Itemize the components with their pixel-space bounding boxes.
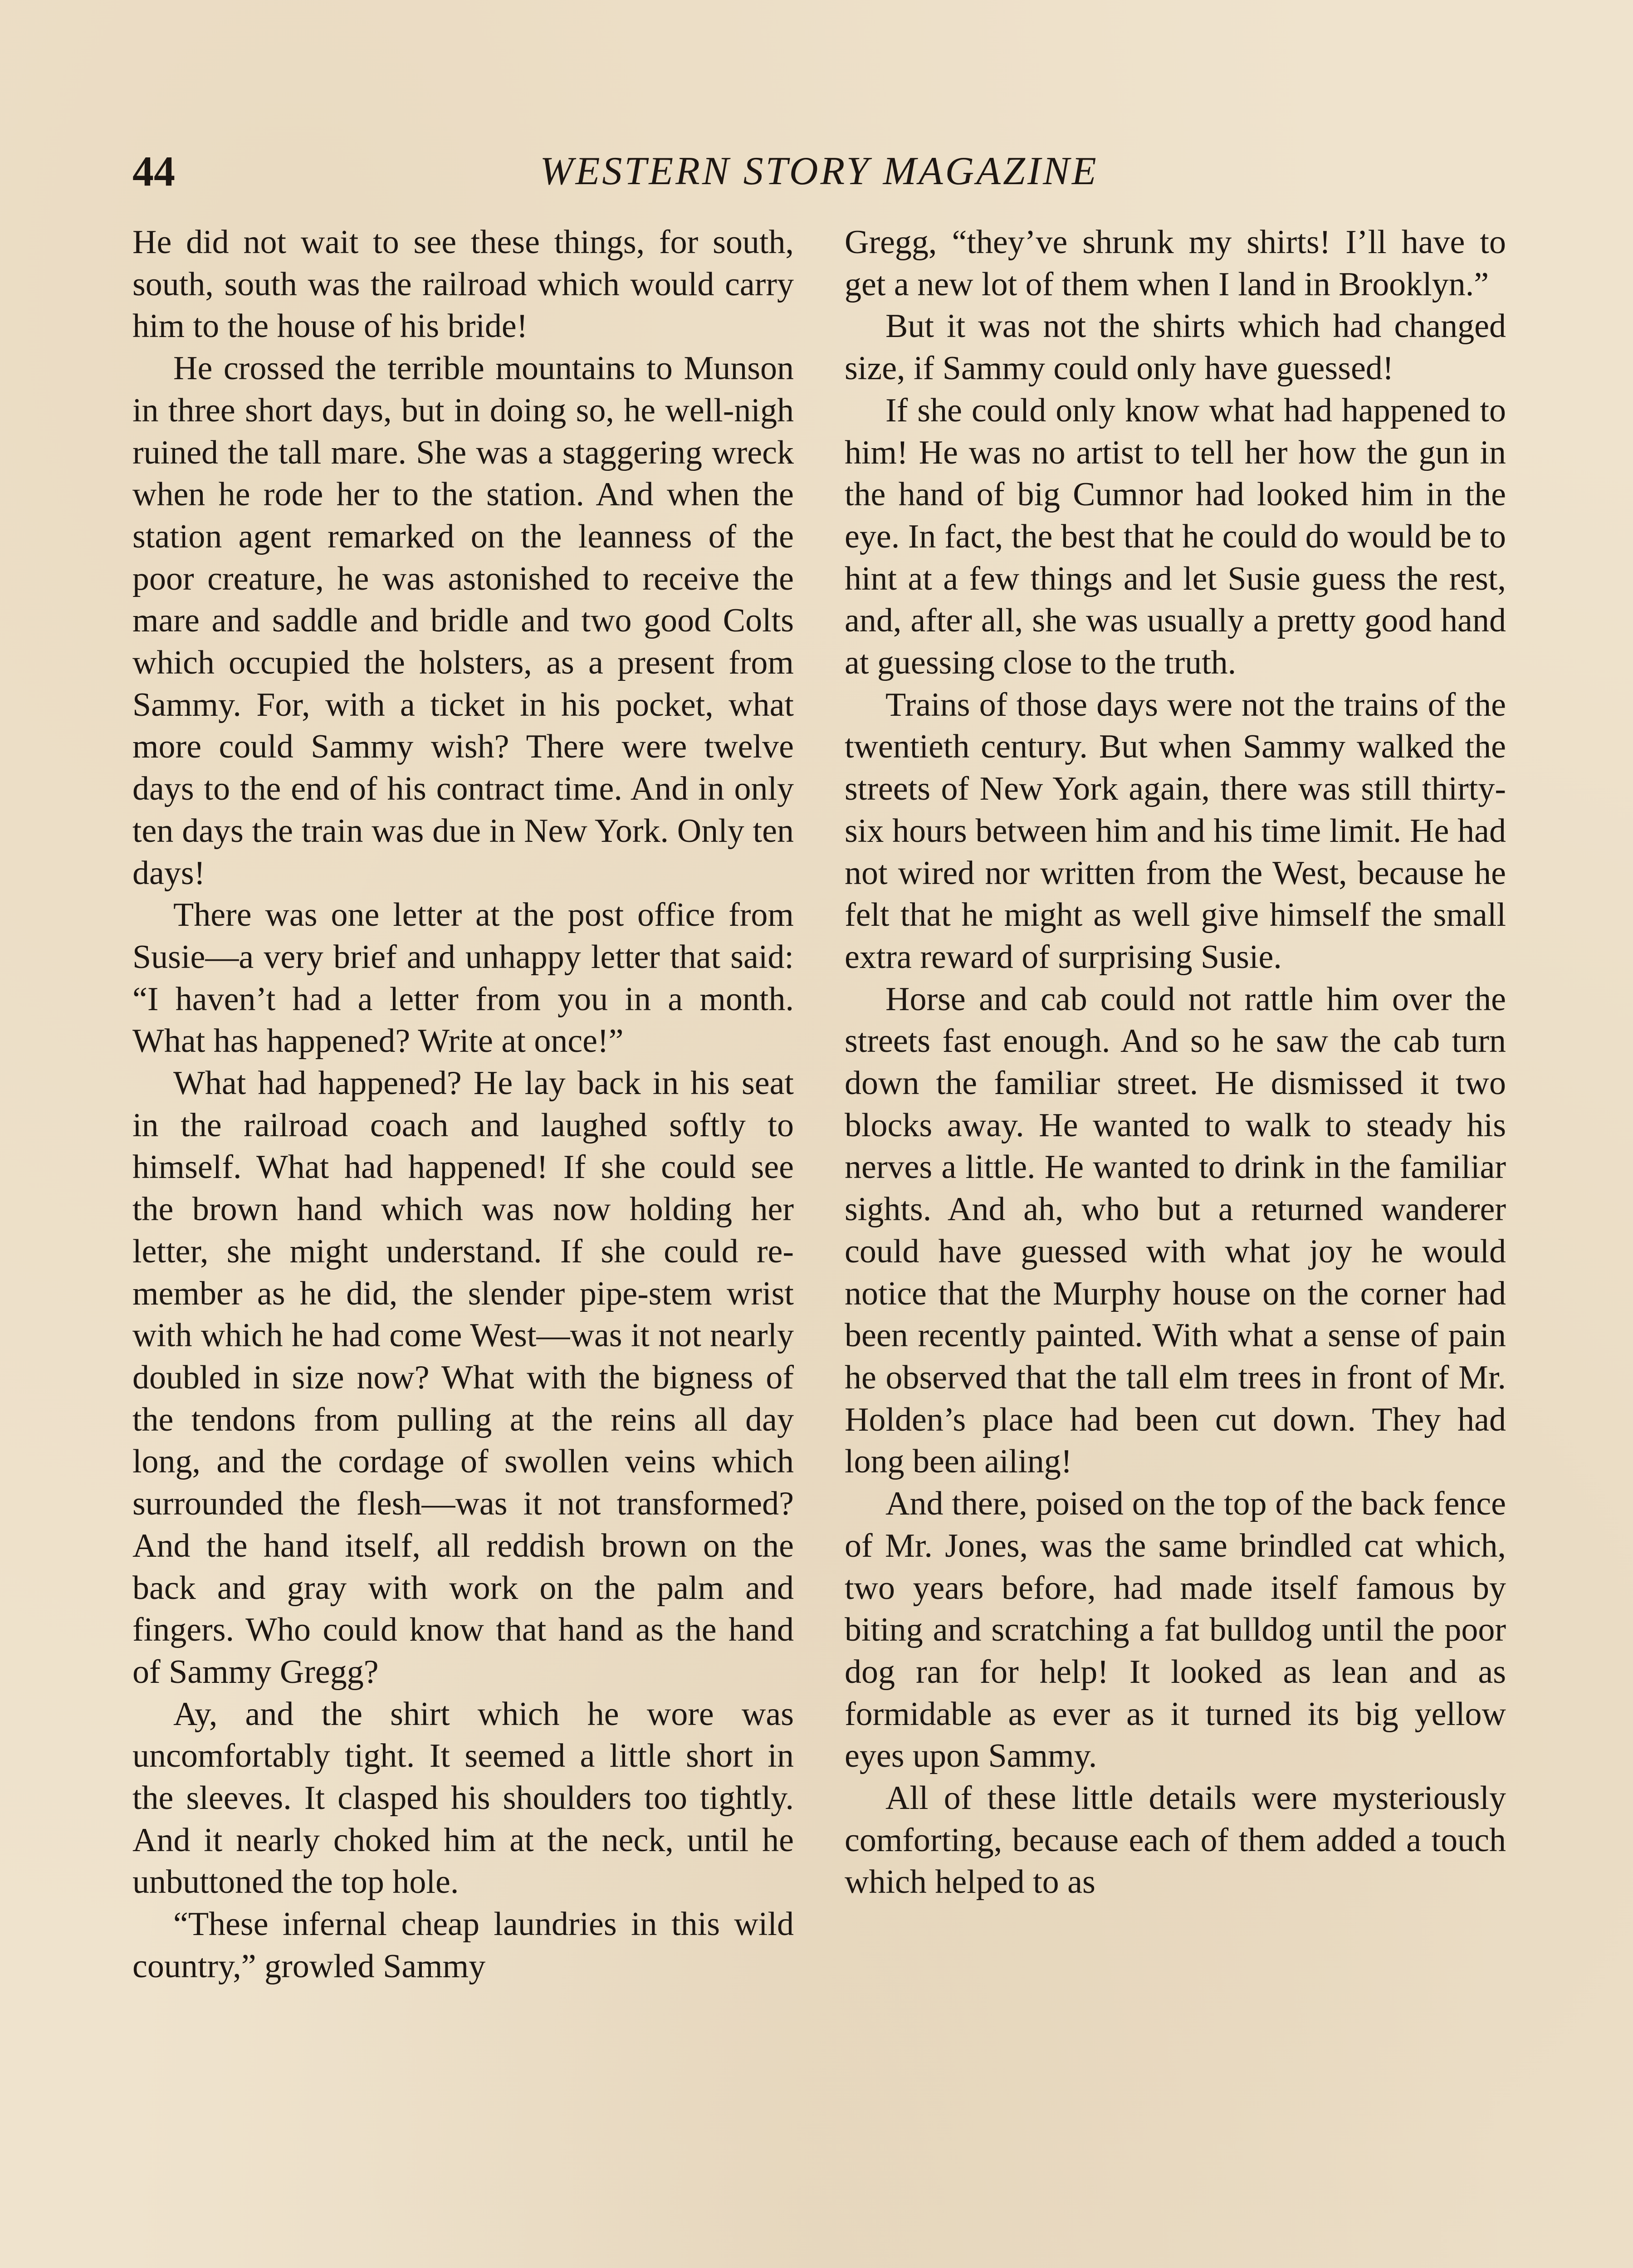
paragraph: Gregg, “they’ve shrunk my shirts! I’ll have to get a new lot of them when I land in Brooklyn.” — [845, 224, 1506, 303]
paragraph: And there, poised on the top of the back fence of Mr. Jones, was the same brindled cat which, two years before, had made itself famous by biting and scratching a fat bulldog until the poor dog ran for help! It looked as lean and as formidable as ever as it turned its big yellow eyes upon Sammy. — [845, 1485, 1506, 1775]
article-body — [132, 221, 1506, 2268]
page-header — [132, 144, 1506, 199]
paragraph: All of these little details were mysteriously comforting, because each of them added a touch which helped to as — [845, 1779, 1506, 1901]
paragraph: Trains of those days were not the trains of the twentieth century. But when Sammy walked the streets of New York again, there was still thirty-six hours between him and his time limit. He had not wired nor written from the West, because he felt that he might as well give himself the small extra reward of surprising Susie. — [845, 686, 1506, 976]
running-title: WESTERN STORY MAGAZINE — [540, 149, 1099, 193]
left-column — [132, 221, 794, 1988]
paragraph: He crossed the terrible mountains to Munson in three short days, but in doing so, he well-nigh ruined the tall mare. She was a staggering wreck when he rode her to the station. And when the station agent remarked on the leanness of the poor creature, he was astonished to receive the mare and saddle and bridle and two good Colts which occupied the holsters, as a present from Sammy. For, with a ticket in his pocket, what more could Sammy wish? There were twelve days to the end of his contract time. And in only ten days the train was due in New York. Only ten days! — [132, 350, 794, 892]
paragraph: There was one letter at the post office from Susie—a very brief and unhappy letter that said: “I haven’t had a letter from you in a month. What has happened? Write at once!” — [132, 896, 794, 1060]
paragraph: Horse and cab could not rattle him over the streets fast enough. And so he saw the cab turn down the familiar street. He dismissed it two blocks away. He wanted to walk to steady his nerves a little. He wanted to drink in the familiar sights. And ah, who but a returned wanderer could have guessed with what joy he would notice that the Murphy house on the corner had been recently painted. With what a sense of pain he observed that the tall elm trees in front of Mr. Holden’s place had been cut down. They had long been ailing! — [845, 980, 1506, 1481]
page-number: 44 — [132, 148, 175, 195]
right-column — [845, 221, 1506, 1903]
paragraph: But it was not the shirts which had changed size, if Sammy could only have guessed! — [845, 308, 1506, 387]
paragraph: What had happened? He lay back in his seat in the railroad coach and laughed softly to himself. What had happened! If she could see the brown hand which was now holding her letter, she might understand. If she could remember as he did, the slender pipe-stem wrist with which he had come West—was it not nearly doubled in size now? What with the bigness of the tendons from pulling at the reins all day long, and the cordage of swollen veins which surrounded the flesh—was it not transformed? And the hand itself, all reddish brown on the back and gray with work on the palm and fingers. Who could know that hand as the hand of Sammy Gregg? — [132, 1065, 794, 1691]
paragraph: “These infernal cheap laundries in this wild country,” growled Sammy — [132, 1906, 794, 1985]
paragraph: Ay, and the shirt which he wore was uncomfortably tight. It seemed a little short in the sleeves. It clasped his shoulders too tightly. And it nearly choked him at the neck, until he unbuttoned the top hole. — [132, 1695, 794, 1901]
paragraph: If she could only know what had happened to him! He was no artist to tell her how the gun in the hand of big Cumnor had looked him in the eye. In fact, the best that he could do would be to hint at a few things and let Susie guess the rest, and, after all, she was usually a pretty good hand at guessing close to the truth. — [845, 391, 1506, 682]
paragraph: He did not wait to see these things, for south, south, south was the railroad which would carry him to the house of his bride! — [132, 224, 794, 345]
